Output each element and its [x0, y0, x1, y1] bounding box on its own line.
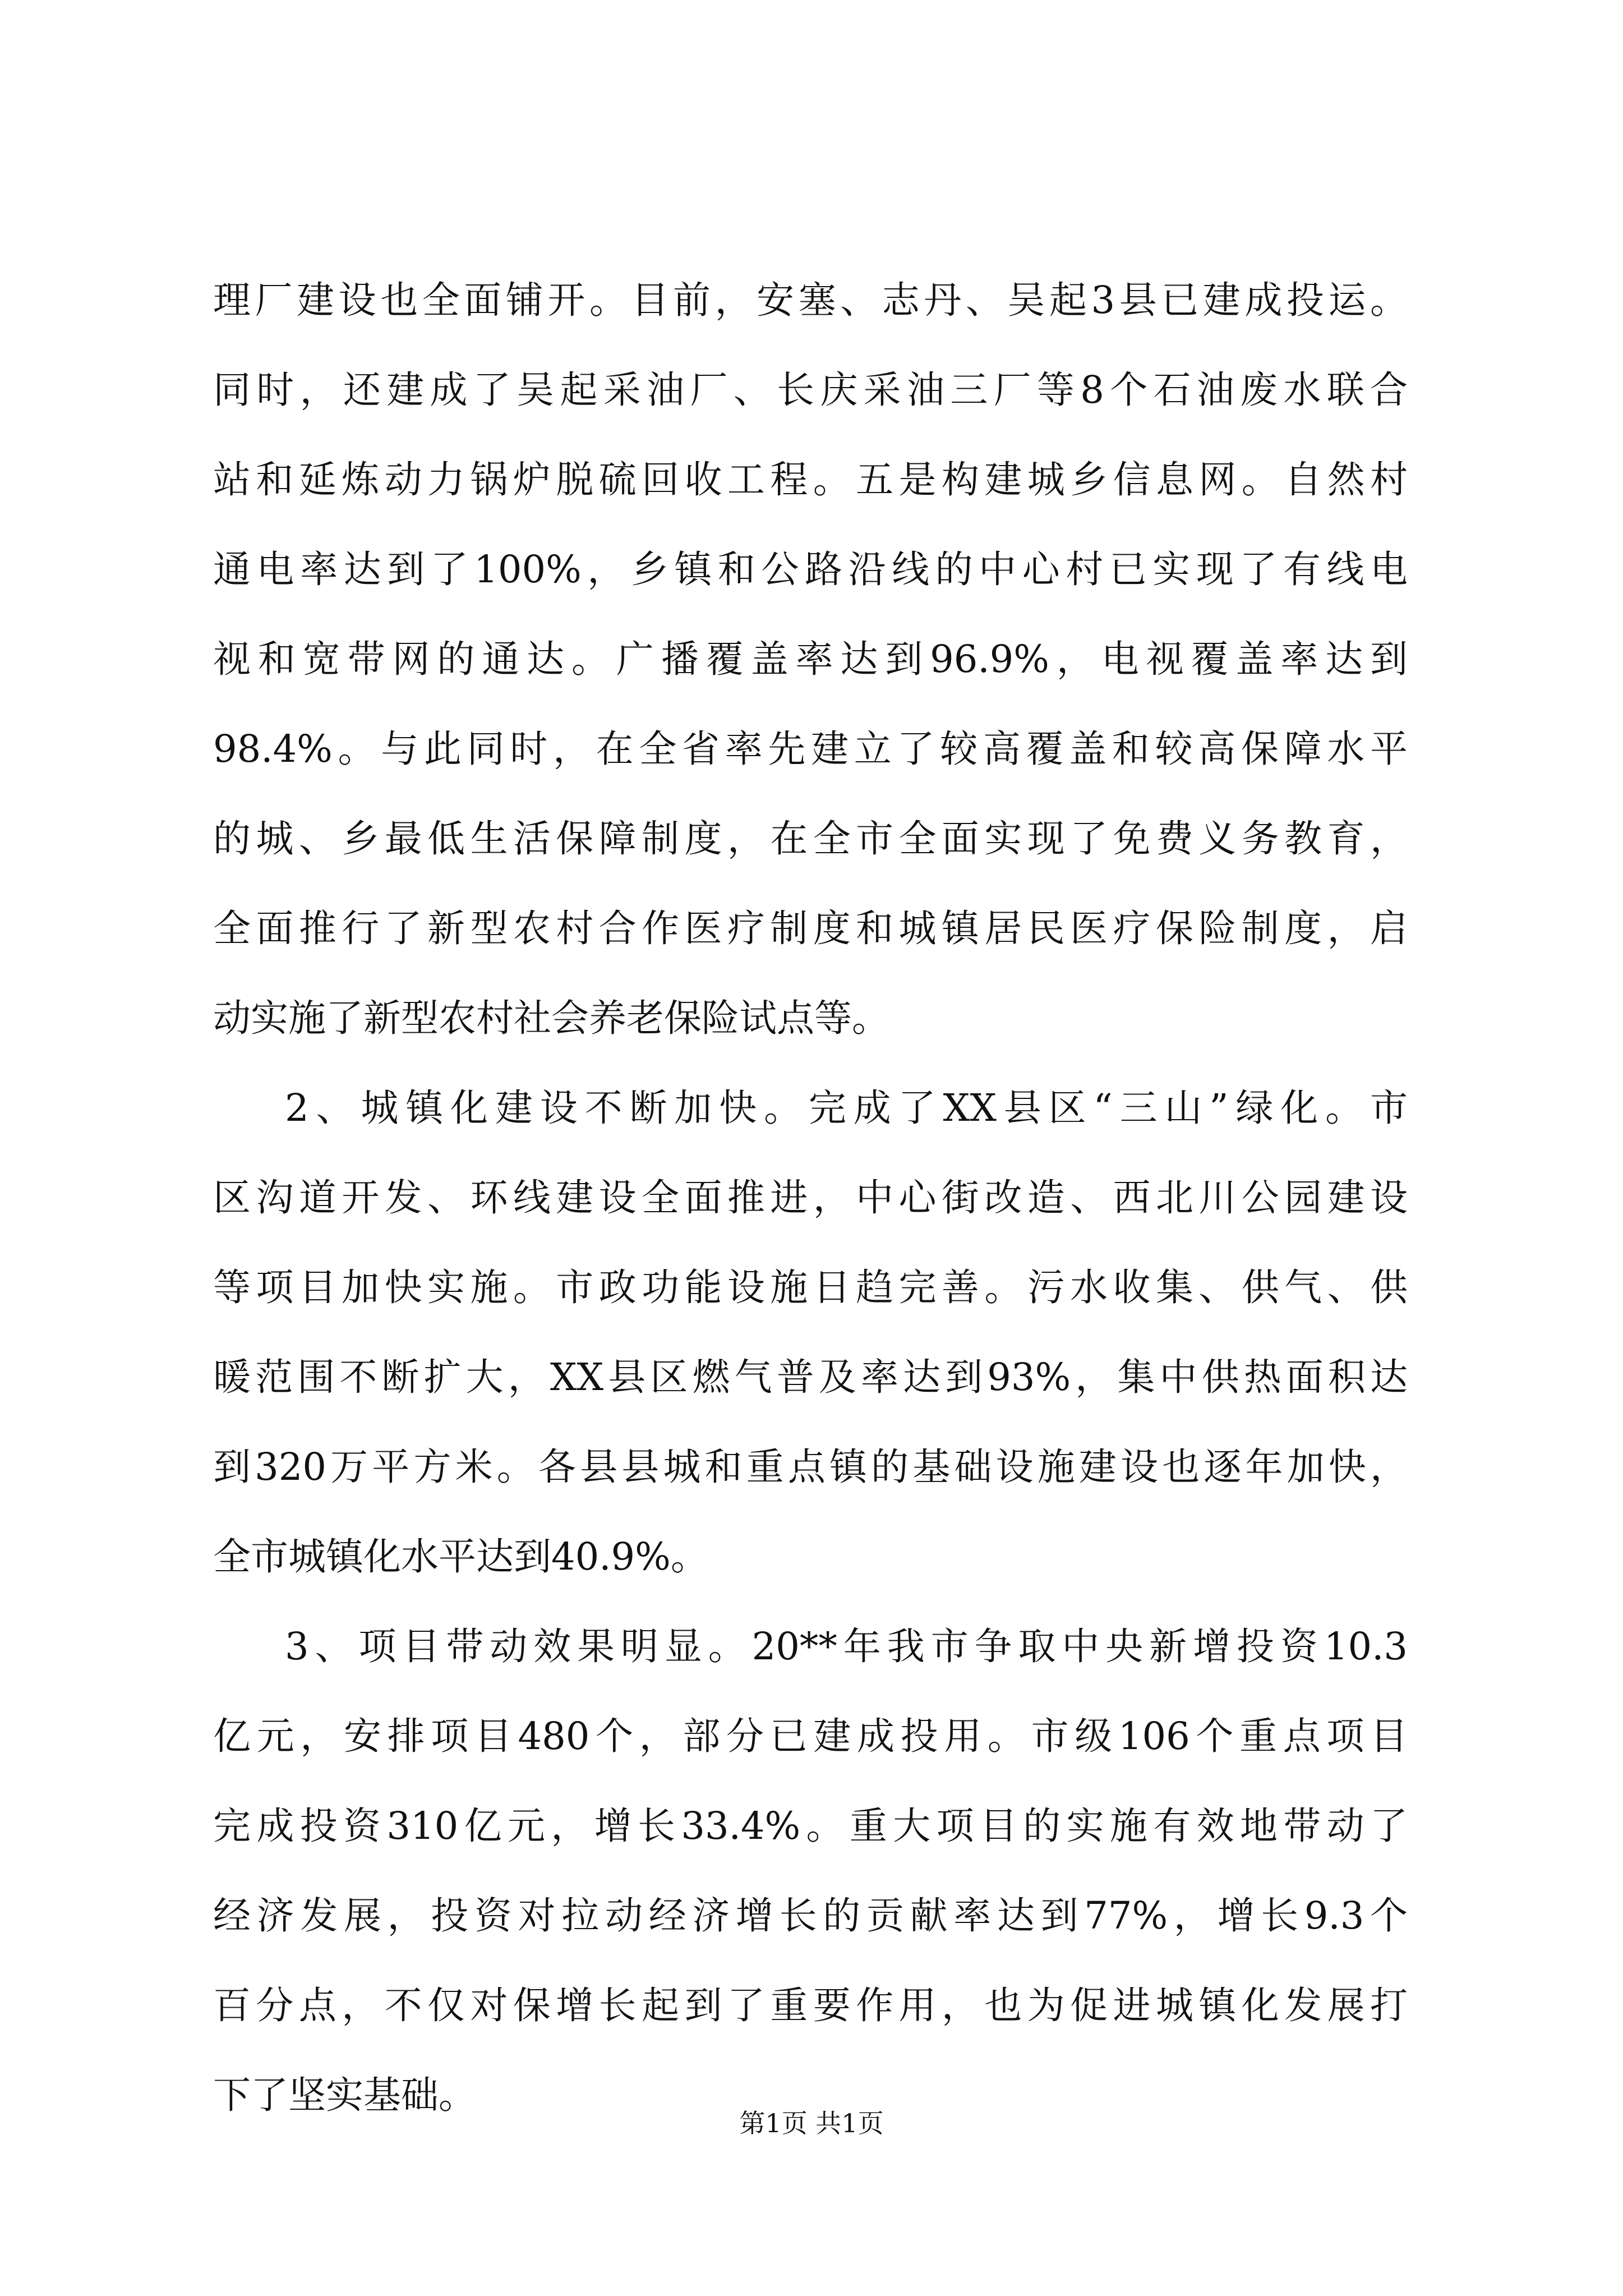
text-line: 经济发展，投资对拉动经济增长的贡献率达到77%，增长9.3个 [213, 1894, 1408, 1938]
text-line: 全面推行了新型农村合作医疗制度和城镇居民医疗保险制度，启 [213, 907, 1408, 950]
paragraph-first-line: 3、项目带动效果明显。20**年我市争取中央新增投资10.3 [285, 1625, 1408, 1668]
text-line: 的城、乡最低生活保障制度，在全市全面实现了免费义务教育， [213, 817, 1408, 861]
text-line: 理厂建设也全面铺开。目前，安塞、志丹、吴起3县已建成投运。 [213, 278, 1408, 322]
text-line: 动实施了新型农村社会养老保险试点等。 [213, 996, 889, 1040]
text-line: 通电率达到了100%，乡镇和公路沿线的中心村已实现了有线电 [213, 547, 1408, 591]
text-line: 区沟道开发、环线建设全面推进，中心街改造、西北川公园建设 [213, 1176, 1408, 1220]
document-body [213, 255, 1408, 2140]
text-line: 到320万平方米。各县县城和重点镇的基础设施建设也逐年加快， [213, 1445, 1408, 1489]
text-line: 同时，还建成了吴起采油厂、长庆采油三厂等8个石油废水联合 [213, 368, 1408, 412]
text-line: 等项目加快实施。市政功能设施日趋完善。污水收集、供气、供 [213, 1266, 1408, 1309]
text-line: 98.4%。与此同时，在全省率先建立了较高覆盖和较高保障水平 [213, 727, 1408, 771]
text-line: 下了坚实基础。 [213, 2073, 476, 2117]
text-line: 暖范围不断扩大，XX县区燃气普及率达到93%，集中供热面积达 [213, 1355, 1408, 1399]
text-line: 完成投资310亿元，增长33.4%。重大项目的实施有效地带动了 [213, 1804, 1408, 1848]
text-line: 视和宽带网的通达。广播覆盖率达到96.9%，电视覆盖率达到 [213, 637, 1408, 681]
text-line: 全市城镇化水平达到40.9%。 [213, 1535, 708, 1579]
text-line: 亿元，安排项目480个，部分已建成投用。市级106个重点项目 [213, 1714, 1408, 1758]
text-line: 百分点，不仅对保增长起到了重要作用，也为促进城镇化发展打 [213, 1984, 1408, 2027]
text-line: 站和延炼动力锅炉脱硫回收工程。五是构建城乡信息网。自然村 [213, 458, 1408, 501]
paragraph-first-line: 2、城镇化建设不断加快。完成了XX县区“三山”绿化。市 [285, 1086, 1408, 1130]
page-footer: 第1页 共1页 [739, 2108, 884, 2138]
